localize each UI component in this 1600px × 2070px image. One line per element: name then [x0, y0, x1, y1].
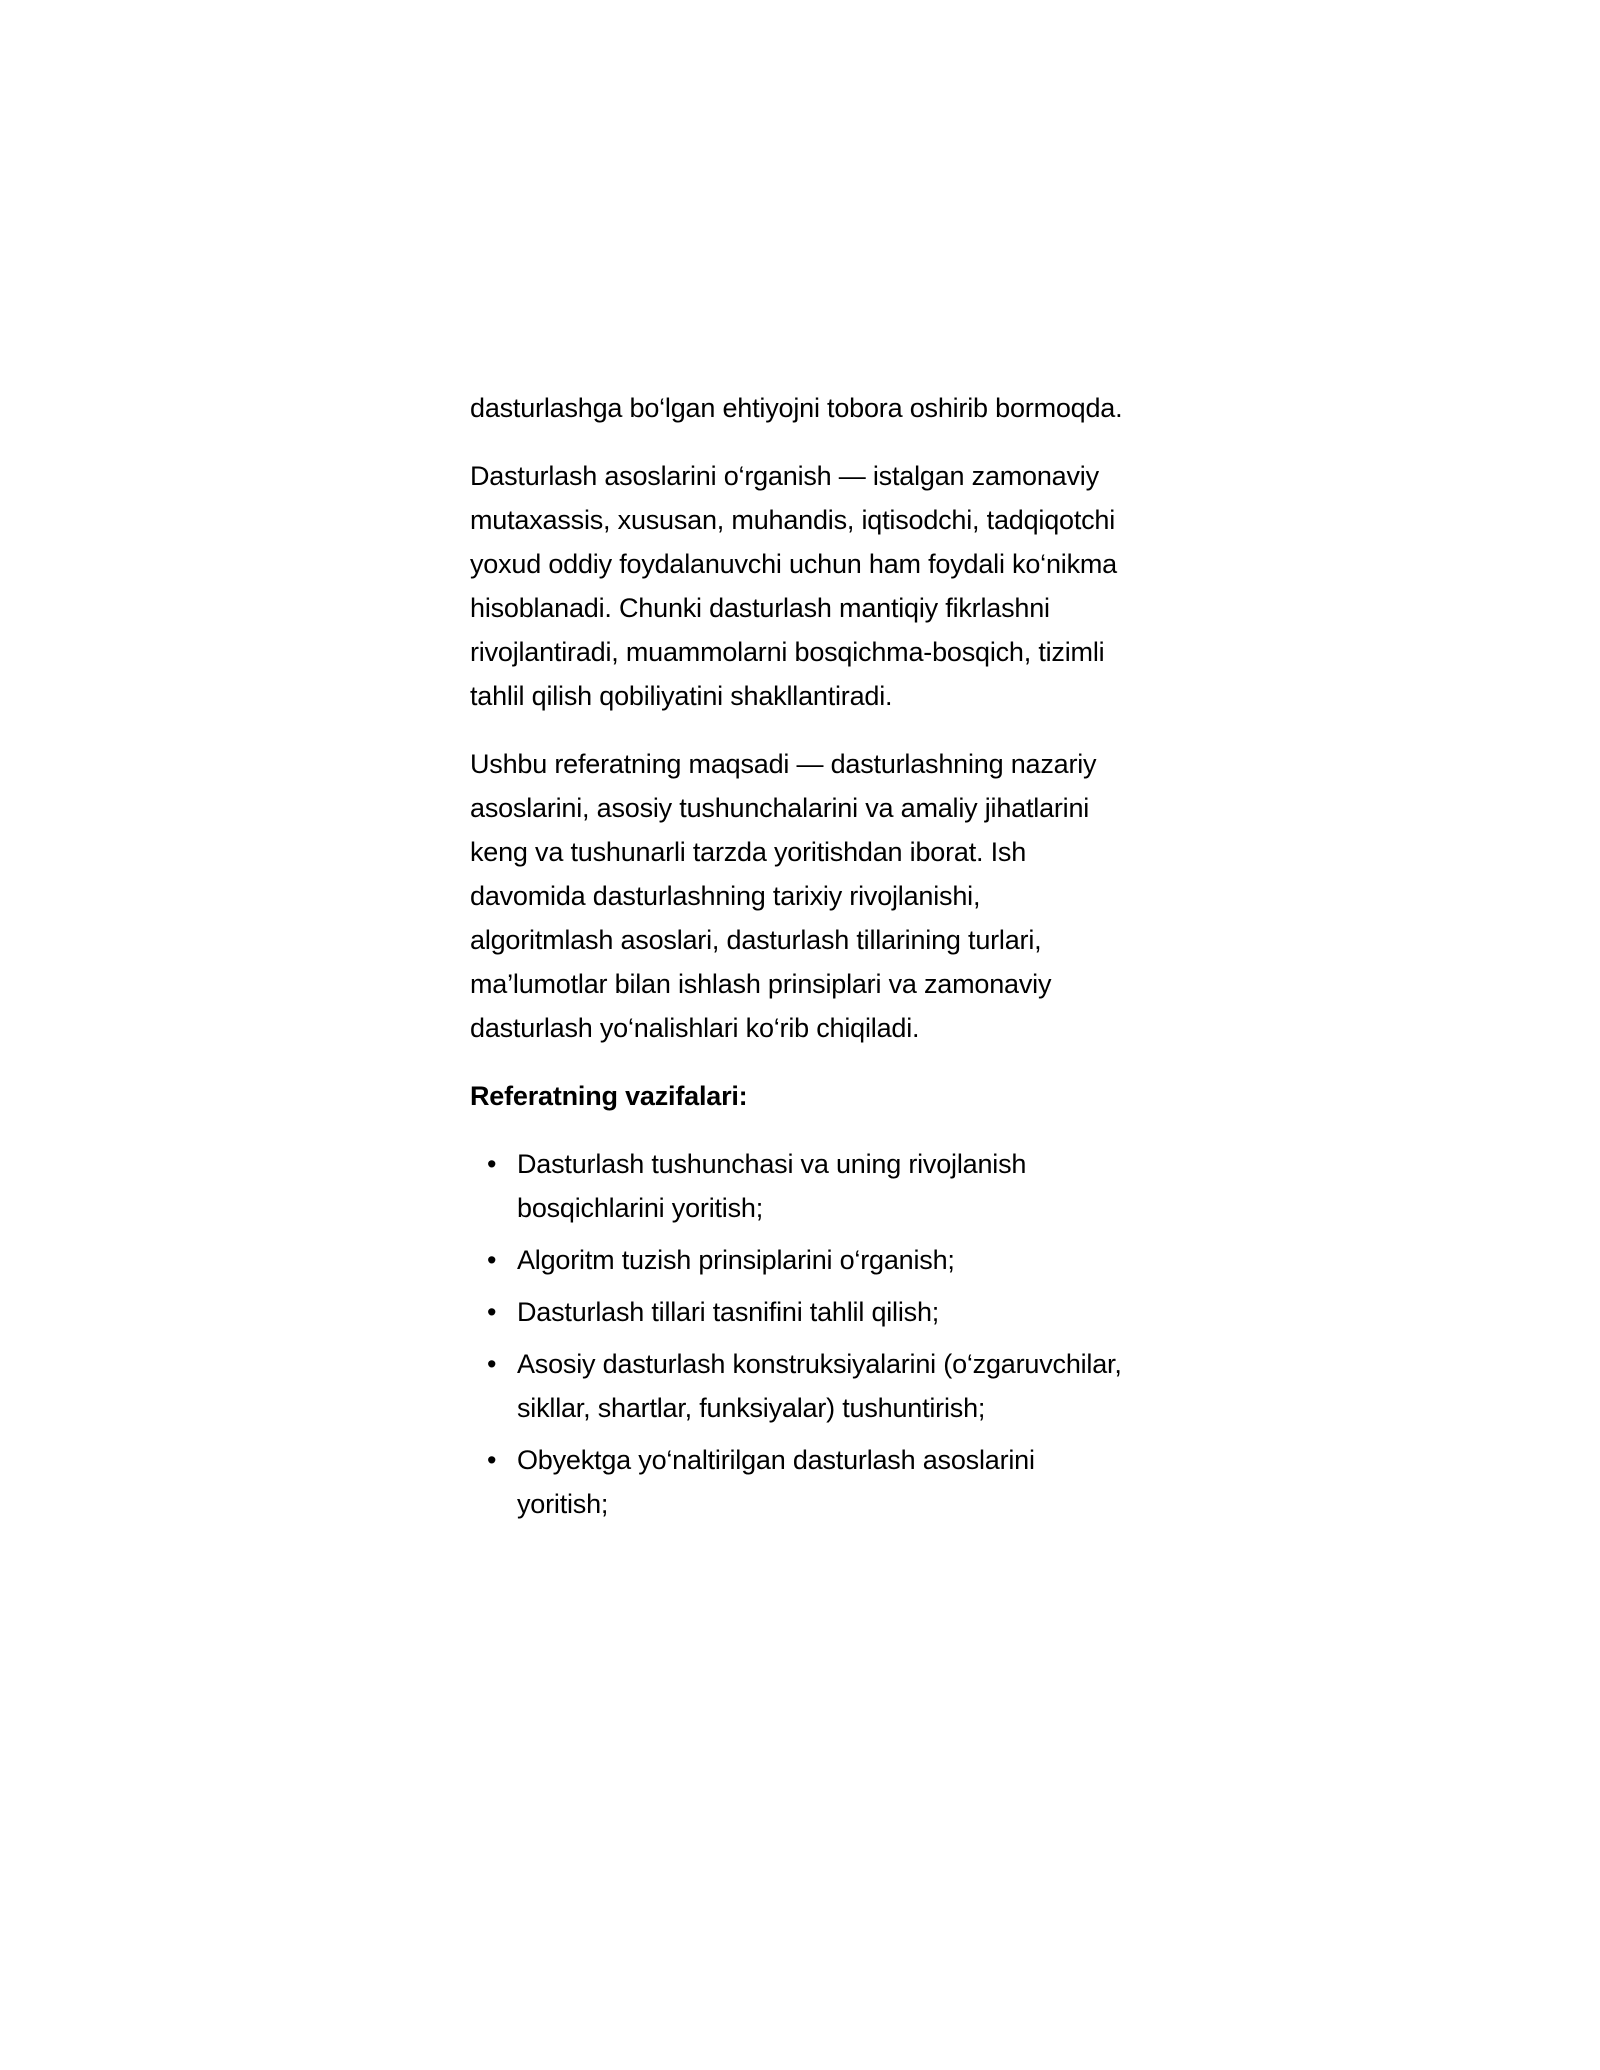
bullet-icon: • — [487, 1149, 497, 1179]
paragraph-intro-end: dasturlashga bo‘lgan ehtiyojni tobora oshirib bormoqda. — [470, 393, 1123, 423]
bullet-icon: • — [487, 1445, 497, 1475]
bullet-icon: • — [487, 1245, 497, 1275]
list-item-text: Dasturlash tushunchasi va uning rivojlanish bosqichlarini yoritish; — [517, 1149, 1027, 1223]
tasks-list — [470, 1142, 1130, 1526]
bullet-icon: • — [487, 1349, 497, 1379]
tasks-heading: Referatning vazifalari: — [470, 1081, 748, 1111]
list-item-text: Algoritm tuzish prinsiplarini o‘rganish; — [517, 1245, 955, 1275]
list-item-text: Dasturlash tillari tasnifini tahlil qilish; — [517, 1297, 940, 1327]
bullet-icon: • — [487, 1297, 497, 1327]
list-item — [487, 1342, 1130, 1430]
document-body — [470, 386, 1130, 1534]
paragraph-purpose: Ushbu referatning maqsadi — dasturlashning nazariy asoslarini, asosiy tushunchalarini va amaliy jihatlarini keng va tushunarli tarzda yoritishdan iborat. Ish davomida dasturlashning tarixiy rivojlanishi, algoritmlash asoslari, dasturlash tillarining turlari, ma’lumotlar bilan ishlash prinsiplari va zamonaviy dasturlash yo‘nalishlari ko‘rib chiqiladi. — [470, 749, 1097, 1043]
list-item — [487, 1438, 1130, 1526]
list-item — [487, 1142, 1130, 1230]
paragraph-importance: Dasturlash asoslarini o‘rganish — istalgan zamonaviy mutaxassis, xususan, muhandis, iqtisodchi, tadqiqotchi yoxud oddiy foydalanuvchi uchun ham foydali ko‘nikma hisoblanadi. Chunki dasturlash mantiqiy fikrlashni rivojlantiradi, muammolarni bosqichma-bosqich, tizimli tahlil qilish qobiliyatini shakllantiradi. — [470, 461, 1117, 711]
list-item — [487, 1238, 1130, 1282]
list-item — [487, 1290, 1130, 1334]
list-item-text: Asosiy dasturlash konstruksiyalarini (o‘zgaruvchilar, sikllar, shartlar, funksiyalar) tushuntirish; — [517, 1349, 1122, 1423]
list-item-text: Obyektga yo‘naltirilgan dasturlash asoslarini yoritish; — [517, 1445, 1035, 1519]
